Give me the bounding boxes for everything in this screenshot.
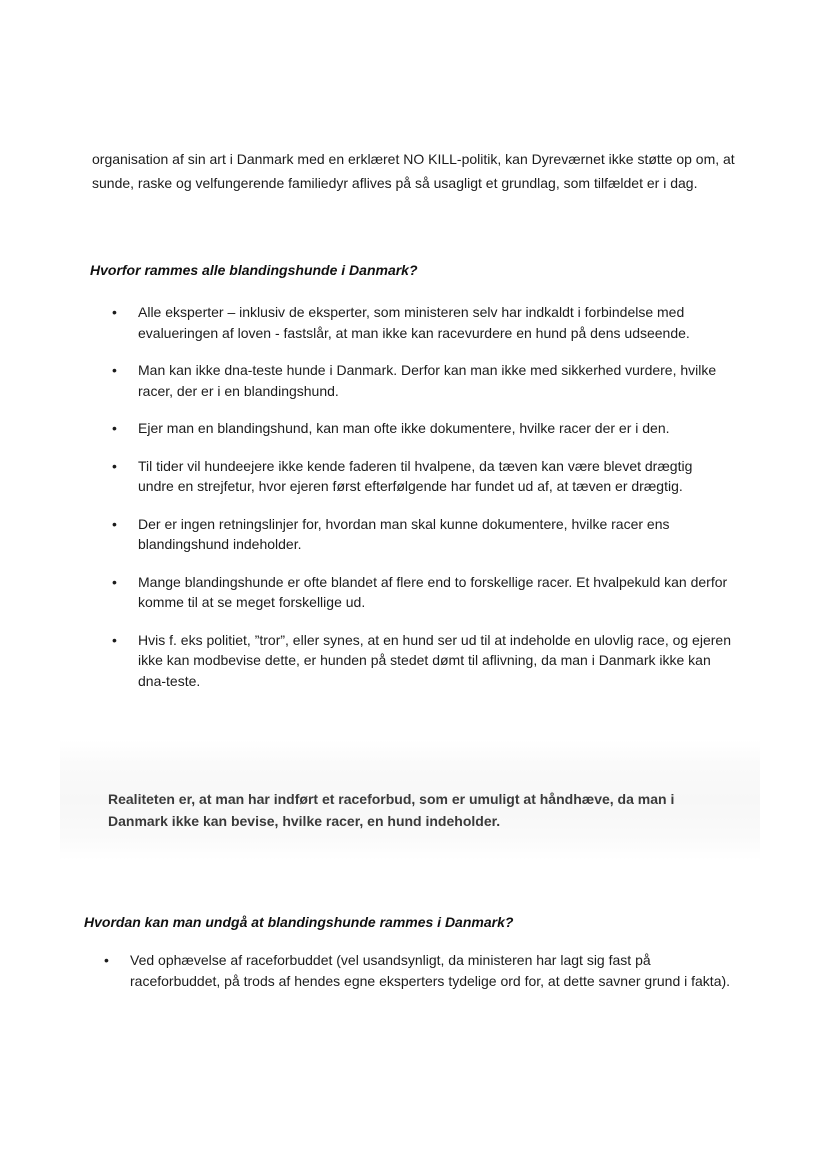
- bullet-icon: •: [112, 362, 117, 378]
- list-item-text: Hvis f. eks politiet, ”tror”, eller synes, at en hund ser ud til at indeholde en ulovlig race, og ejeren ikke kan modbevise dette, er hunden på stedet dømt til aflivning, da man i Danmark ikke kan dna-teste.: [138, 631, 731, 689]
- bullet-icon: •: [112, 420, 117, 436]
- list-item-text: Til tider vil hundeejere ikke kende faderen til hvalpene, da tæven kan være blevet drægtig undre en strejfetur, hvor ejeren først efterfølgende har fundet ud af, at tæven er drægtig.: [138, 457, 693, 494]
- list-item-text: Man kan ikke dna-teste hunde i Danmark. Derfor kan man ikke med sikkerhed vurdere, hvilke racer, der er i en blandingshund.: [138, 362, 717, 399]
- list-item: [104, 950, 734, 991]
- list-item: [112, 302, 732, 343]
- list-item: [112, 360, 732, 401]
- list-item-text: Alle eksperter – inklusiv de eksperter, som ministeren selv har indkaldt i forbindelse med evalueringen af loven - fastslår, at man ikke kan racevurdere en hund på dens udseende.: [138, 304, 690, 341]
- list-item-text: Ejer man en blandingshund, kan man ofte ikke dokumentere, hvilke racer der er i den.: [138, 420, 670, 436]
- section-heading-why: Hvorfor rammes alle blandingshunde i Danmark?: [90, 262, 418, 278]
- bullet-icon: •: [112, 573, 117, 590]
- list-item: [112, 514, 732, 555]
- callout-text: Realiteten er, at man har indført et raceforbud, som er umuligt at håndhæve, da man i Danmark ikke kan bevise, hvilke racer, en hund indeholder.: [108, 791, 675, 829]
- section-heading-how: Hvordan kan man undgå at blandingshunde rammes i Danmark?: [84, 914, 514, 930]
- callout-box: [60, 740, 760, 860]
- why-bullet-list: [112, 302, 732, 708]
- list-item: [112, 456, 732, 497]
- bullet-icon: •: [112, 631, 117, 648]
- list-item-text: Ved ophævelse af raceforbuddet (vel usandsynligt, da ministeren har lagt sig fast på raceforbuddet, på trods af hendes egne eksperters tydelige ord for, at dette savner grund i fakta).: [130, 952, 731, 989]
- bullet-icon: •: [112, 457, 117, 474]
- list-item-text: Mange blandingshunde er ofte blandet af flere end to forskellige racer. Et hvalpekuld kan derfor komme til at se meget forskellige ud.: [138, 573, 728, 610]
- list-item: [112, 418, 732, 439]
- bullet-icon: •: [112, 515, 117, 532]
- intro-paragraph: organisation af sin art i Danmark med en erklæret NO KILL-politik, kan Dyreværnet ikke støtte op om, at sunde, raske og velfungerende familiedyr aflives på så usagligt et grundlag, som tilfældet er i dag.: [92, 151, 735, 191]
- list-item: [112, 630, 732, 692]
- list-item-text: Der er ingen retningslinjer for, hvordan man skal kunne dokumentere, hvilke racer ens blandingshund indeholder.: [138, 515, 670, 552]
- bullet-icon: •: [104, 952, 109, 968]
- list-item: [112, 572, 732, 613]
- how-bullet-list: [104, 950, 734, 991]
- bullet-icon: •: [112, 304, 117, 320]
